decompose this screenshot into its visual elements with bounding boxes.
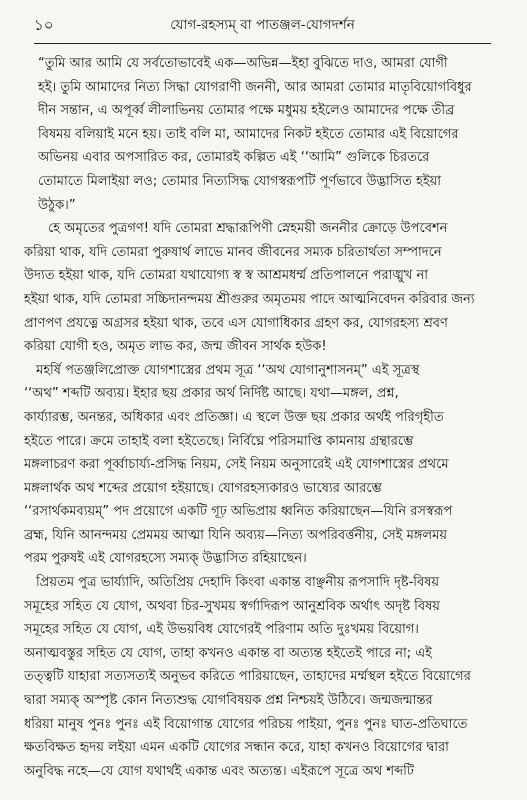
text-line: উঠুক।” xyxy=(38,197,76,213)
body-text xyxy=(24,52,491,783)
text-line: পরম পুরুষই এই যোগরহস্যে সম্যক্‌ উদ্ভাসিত রহিয়াছেন। xyxy=(24,551,307,567)
text-line: সমূহের সহিত যে যোগ, এই উভয়বিধ যোগেরই পরিণাম অতি দুঃখময় বিয়োগ। xyxy=(24,622,419,638)
text-line: অনাত্মবস্তুর সহিত যে যোগ, তাহা কখনও একান্ত বা অত্যন্ত হইতেই পারে না; এই xyxy=(24,645,432,661)
text-line: দ্বারা সম্যক্‌ অস্পৃষ্ট কোন নিত্যশুদ্ধ যোগবিষয়ক প্রশ্ন নিশ্চয়ই উঠিবে। জন্মজন্মান্তর xyxy=(24,693,433,709)
header-rule xyxy=(34,43,491,44)
text-line: তত্ত্বটি যাহারা সত্যসত্যই অনুভব করিতে পারিয়াছেন, তাহাদের মর্ম্মস্থল হইতে বিয়োগের xyxy=(24,669,471,685)
running-title: যোগ-রহস্যম্‌ বা পাতঞ্জল-যোগদর্শন xyxy=(170,17,355,33)
text-line: অনুবিদ্ধ নহে—যে যোগ যথার্থই একান্ত এবং অত্যন্ত। এইরূপে সূত্রে অথ শব্দটি xyxy=(24,763,414,779)
text-line: হই। তুমি আমাদের নিত্য সিদ্ধা যোগরাণী জননী, আর আমরা তোমার মাতৃবিয়োগবিধুর xyxy=(38,79,472,95)
text-line: করিয়া থাক, যদি তোমরা পুরুষার্থ লাভে মানব জীবনের সম্যক চরিতার্থতা সম্পাদনে xyxy=(24,244,442,260)
text-line: বিষময় বলিয়াই মনে হয়। তাই বলি মা, আমাদের নিকট হইতে তোমার এই বিয়োগের xyxy=(38,126,459,142)
text-line: হইতে পারে। ক্রমে তাহাই বলা হইতেছে। নির্বিঘ্নে পরিসমাপ্তি কামনায় গ্রন্থারম্ভে xyxy=(24,433,414,449)
text-line: হইয়া থাক, যদি তোমরা সচ্চিদানন্দময় শ্রীগুরুর অমৃতময় পাদে আত্মনিবেদন করিবার জন্য xyxy=(24,291,475,307)
text-line: প্রাণপণ প্রযত্নে অগ্রসর হইয়া থাক, তবে এস যোগাধিকার গ্রহণ কর, যোগরহস্য শ্রবণ xyxy=(24,315,448,331)
text-line: দীন সন্তান, এ অপূর্ব্ব লীলাভিনয় তোমার পক্ষে মধুময় হইলেও আমাদের পক্ষে তীব্র xyxy=(38,103,455,119)
page-number: ১০ xyxy=(34,16,54,34)
text-line: ধরিয়া মানুষ পুনঃ পুনঃ এই বিয়োগান্ত যোগের পরিচয় পাইয়া, পুনঃ পুনঃ ঘাত-প্রতিঘাতে xyxy=(24,716,468,732)
text-line: ‘‘অথ” শব্দটি অব্যয়। ইহার ছয় প্রকার অর্থ নির্দিষ্ট আছে। যথা—মঙ্গল, প্রশ্ন, xyxy=(24,386,399,402)
text-line: অভিনয় এবার অপসারিত কর, তোমারই কল্পিত এই ‘‘আমি” গুলিকে চিরতরে xyxy=(38,150,430,166)
text-line: তোমাতে মিলাইয়া লও; তোমার নিত্যসিদ্ধ যোগস্বরূপটি পূর্ণভাবে উদ্ভাসিত হইয়া xyxy=(38,173,442,189)
text-line: মঙ্গলার্থক অথ শব্দের প্রয়োগ হইয়াছে। যোগরহস্যকারও ভাষ্যের আরম্ভে xyxy=(24,480,382,496)
text-line: “তুমি আর আমি যে সর্বতোভাবেই এক—অভিন্ন—ইহা বুঝিতে দাও, আমরা যোগী xyxy=(38,56,448,71)
text-line: সমূহের সহিত যে যোগ, অথবা চির-সুখময় স্বর্গাদিরূপ আনুশ্রবিক অর্থাৎ অদৃষ্ট বিষয় xyxy=(24,598,440,614)
page-header xyxy=(34,14,491,36)
text-line: হে অমৃতের পুত্রগণ! যদি তোমরা শ্রদ্ধারূপিণী স্নেহময়ী জননীর ক্রোড়ে উপবেশন xyxy=(48,221,448,237)
text-line: প্রিয়তম পুত্র ভার্য্যাদি, অতিপ্রিয় দেহাদি কিংবা একান্ত বাঞ্ছনীয় রূপসাদি দৃষ্ট-বিষয় xyxy=(36,575,440,591)
text-line: মহর্ষি পতঞ্জলিপ্রোক্ত যোগশাস্ত্রের প্রথম সূত্র ‘‘অথ যোগানুশাসনম্‌” এই সূত্রস্থ xyxy=(36,362,420,378)
text-line: ক্ষতবিক্ষত হৃদয় লইয়া এমন একটি যোগের সন্ধান করে, যাহা কখনও বিয়োগের দ্বারা xyxy=(24,740,449,756)
text-line: কার্য্যারম্ভ, অনন্তর, অধিকার এবং প্রতিজ্ঞা। এ স্থলে উক্ত ছয় প্রকার অর্থই পরিগৃহীত xyxy=(24,409,444,425)
text-line: ব্রহ্ম, যিনি আনন্দময় প্রেমময় আত্মা যিনি অব্যয়—নিত্য অপরিবর্ত্তনীয়, সেই মঙ্গলময় xyxy=(24,527,447,543)
text-line: করিয়া যোগী হও, অমৃত লাভ কর, জন্ম জীবন সার্থক হউক! xyxy=(24,339,327,355)
text-line: ‘‘রসার্থকমব্যয়ম্‌” পদ প্রয়োগে একটি গূঢ় অভিপ্রায় ধ্বনিত করিয়াছেন—যিনি রসস্বরূপ xyxy=(24,504,453,520)
text-line: উদ্যত হইয়া থাক, যদি তোমরা যথাযোগ্য স্ব স্ব আশ্রমধর্ম্ম প্রতিপালনে পরাঙ্মুখ না xyxy=(24,268,428,284)
text-line: মঙ্গলাচরণ করা পূর্ব্বাচার্য্য-প্রসিদ্ধ নিয়ম, সেই নিয়ম অনুসারেই এই যোগশাস্ত্রের প্রথমে xyxy=(24,457,449,473)
